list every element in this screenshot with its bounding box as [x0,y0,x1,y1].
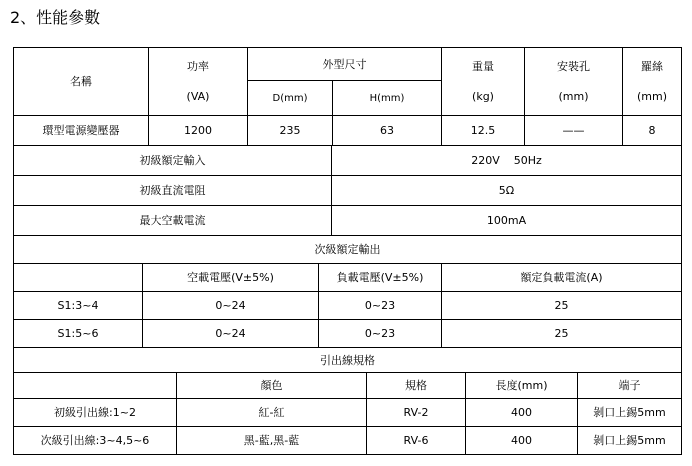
header-d: D(mm) [247,80,332,115]
header-weight-unit: (kg) [472,89,494,103]
header-dimensions: 外型尺寸 [247,47,441,80]
secondary-row-current: 25 [441,319,682,347]
header-weight [441,47,524,115]
header-power [148,47,247,115]
header-hole-label: 安裝孔 [557,60,590,74]
lead-row-name: 次級引出線:3~4,5~6 [13,426,176,455]
header-screw-unit: (mm) [636,89,667,103]
noload-current-label: 最大空載電流 [13,205,331,235]
header-name: 名稱 [13,47,148,115]
lead-row-terminal: 剝口上錫5mm [577,426,682,455]
spec-d: 235 [247,115,332,145]
secondary-header-current: 額定負載電流(A) [441,263,682,291]
primary-input-value: 220V 50Hz [331,145,682,175]
secondary-header-noload: 空載電壓(V±5%) [142,263,318,291]
secondary-row-load: 0~23 [318,291,441,319]
secondary-row-load: 0~23 [318,319,441,347]
secondary-row-name: S1:3~4 [13,291,142,319]
lead-row-length: 400 [465,426,577,455]
lead-row-terminal: 剝口上錫5mm [577,398,682,426]
leads-header-length: 長度(mm) [465,372,577,398]
spec-h: 63 [332,115,441,145]
secondary-row-noload: 0~24 [142,319,318,347]
primary-resistance-label: 初級直流電阻 [13,175,331,205]
header-hole-unit: (mm) [558,89,589,103]
header-hole [524,47,622,115]
lead-row-color: 黑-藍,黑-藍 [176,426,366,455]
header-power-unit: (VA) [186,89,210,103]
spec-hole: —— [524,115,622,145]
noload-current-value: 100mA [331,205,682,235]
secondary-header-blank [13,263,142,291]
leads-title: 引出線規格 [13,347,682,372]
spec-screw: 8 [622,115,682,145]
secondary-header-load: 負載電壓(V±5%) [318,263,441,291]
secondary-row-name: S1:5~6 [13,319,142,347]
header-screw [622,47,682,115]
leads-header-terminal: 端子 [577,372,682,398]
spec-power: 1200 [148,115,247,145]
secondary-row-current: 25 [441,291,682,319]
header-weight-label: 重量 [472,60,494,74]
section-heading: 2、性能參數 [10,8,101,27]
secondary-title: 次級額定輸出 [13,235,682,263]
header-screw-label: 羅絲 [641,60,663,74]
primary-input-label: 初級額定輸入 [13,145,331,175]
lead-row-color: 紅-紅 [176,398,366,426]
header-power-label: 功率 [187,60,209,74]
lead-row-spec: RV-6 [366,426,465,455]
lead-row-spec: RV-2 [366,398,465,426]
spec-weight: 12.5 [441,115,524,145]
lead-row-name: 初級引出線:1~2 [13,398,176,426]
leads-header-spec: 規格 [366,372,465,398]
leads-header-blank [13,372,176,398]
leads-header-color: 顏色 [176,372,366,398]
spec-name: 環型電源變壓器 [13,115,148,145]
lead-row-length: 400 [465,398,577,426]
primary-resistance-value: 5Ω [331,175,682,205]
header-h: H(mm) [332,80,441,115]
secondary-row-noload: 0~24 [142,291,318,319]
